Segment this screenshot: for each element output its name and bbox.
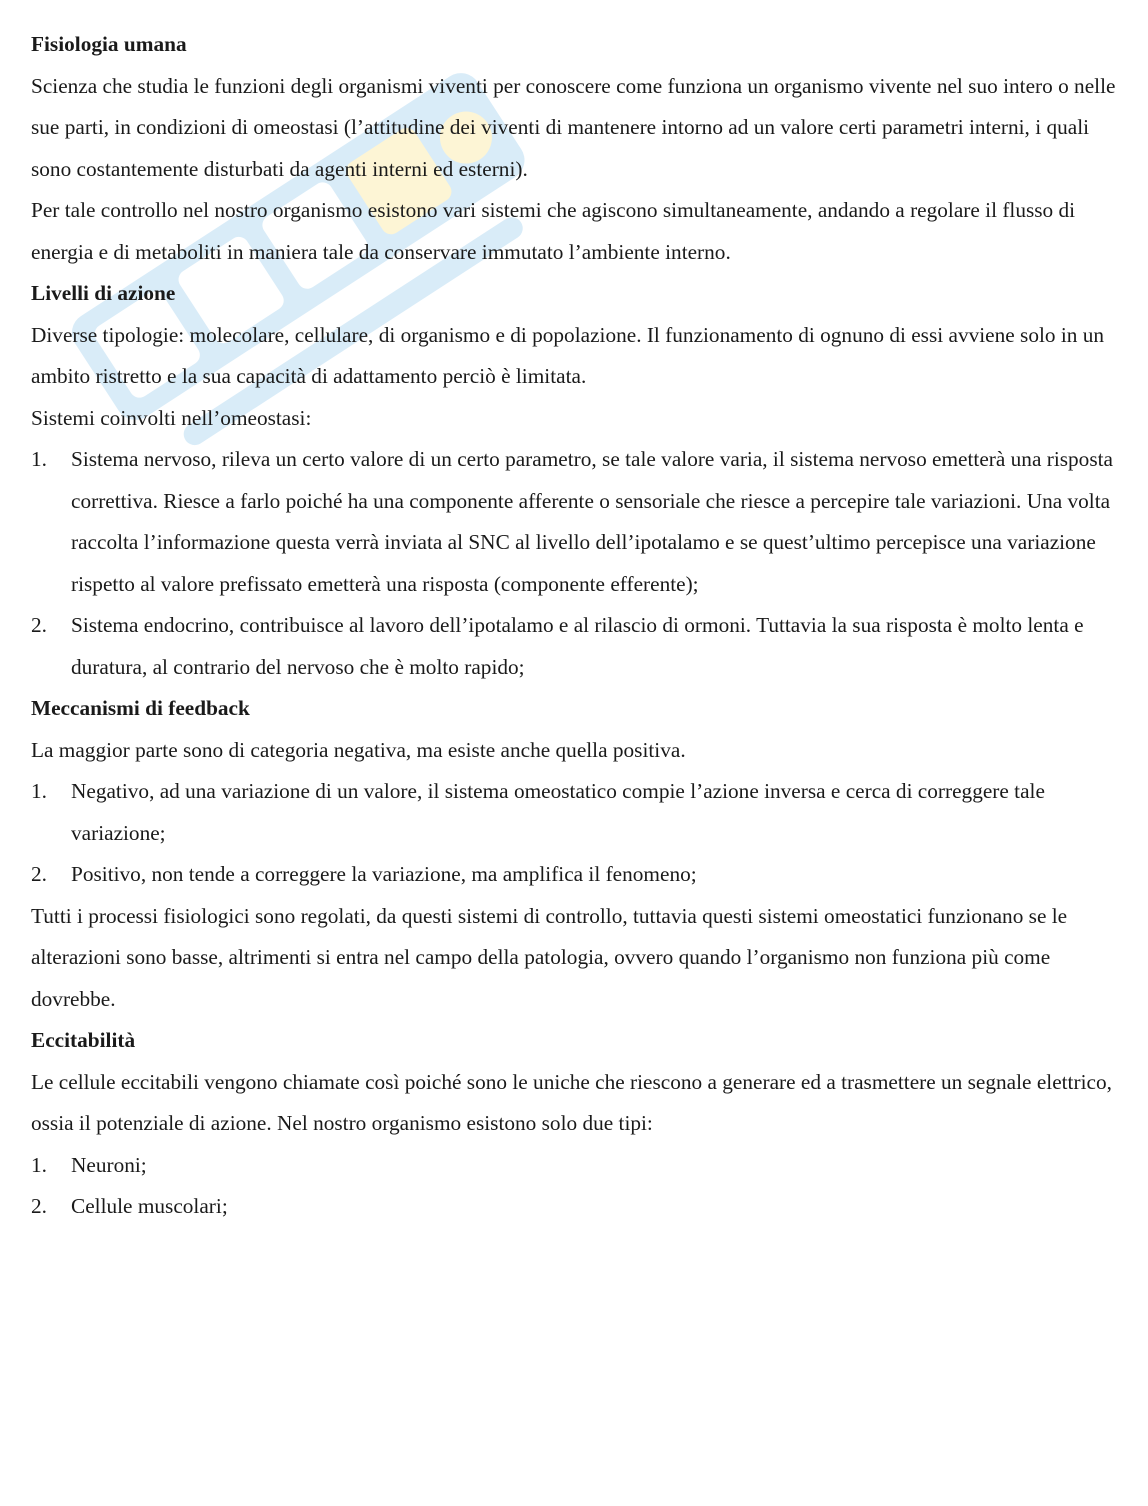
list-item bbox=[31, 605, 1121, 688]
list-item-text: Negativo, ad una variazione di un valore, il sistema omeostatico compie l’azione inversa e cerca di correggere tale variazione; bbox=[71, 779, 1045, 845]
list-number: 2. bbox=[31, 862, 47, 886]
list-item-text: Cellule muscolari; bbox=[71, 1194, 228, 1218]
list-item-text: Neuroni; bbox=[71, 1152, 147, 1177]
heading-meccanismi-di-feedback: Meccanismi di feedback bbox=[31, 696, 250, 720]
document-page bbox=[31, 24, 1121, 1228]
paragraph-control: Per tale controllo nel nostro organismo esistono vari sistemi che agiscono simultaneamente, andando a regolare il flusso di energia e di metaboliti in maniera tale da conservare immutato l’ambiente interno. bbox=[31, 198, 1076, 264]
list-number: 2. bbox=[31, 613, 47, 637]
list-item bbox=[31, 771, 1121, 854]
paragraph-definition: Scienza che studia le funzioni degli organismi viventi per conoscere come funziona un organismo vivente nel suo intero o nelle sue parti, in condizioni di omeostasi (l’attitudine dei viventi di mantenere intorno ad un valore certi parametri interni, i quali sono costantemente disturbati da agenti interni ed esterni). bbox=[31, 73, 1116, 181]
feedback-list bbox=[31, 771, 1121, 896]
list-item-text: Sistema endocrino, contribuisce al lavoro dell’ipotalamo e al rilascio di ormoni. Tuttavia la sua risposta è molto lenta e duratura, al contrario del nervoso che è molto rapido; bbox=[71, 613, 1084, 679]
heading-eccitabilita: Eccitabilità bbox=[31, 1028, 136, 1052]
list-item-text: Sistema nervoso, rileva un certo valore di un certo parametro, se tale valore varia, il sistema nervoso emetterà una risposta correttiva. Riesce a farlo poiché ha una componente afferente o sensoriale che riesce a percepire tale variazioni. Una volta raccolta l’informazione questa verrà inviata al SNC al livello dell’ipotalamo e se quest’ultimo percepisce una variazione rispetto al valore prefissato emetterà una risposta (componente efferente); bbox=[71, 447, 1113, 596]
list-number: 1. bbox=[31, 779, 47, 803]
paragraph-systems-intro: Sistemi coinvolti nell’omeostasi: bbox=[31, 405, 312, 430]
list-item bbox=[31, 439, 1121, 605]
excitable-cells-list bbox=[31, 1145, 1121, 1228]
paragraph-levels: Diverse tipologie: molecolare, cellulare, di organismo e di popolazione. Il funzionamento di ognuno di essi avviene solo in un ambito ristretto e la sua capacità di adattamento perciò è limitata. bbox=[31, 322, 1105, 388]
paragraph-excitable-cells: Le cellule eccitabili vengono chiamate così poiché sono le uniche che riescono a generare ed a trasmettere un segnale elettrico, ossia il potenziale di azione. Nel nostro organismo esistono solo due tipi: bbox=[31, 1069, 1112, 1135]
list-item bbox=[31, 854, 1121, 896]
list-number: 2. bbox=[31, 1194, 47, 1218]
list-item bbox=[31, 1145, 1121, 1187]
systems-list bbox=[31, 439, 1121, 688]
paragraph-feedback-intro: La maggior parte sono di categoria negativa, ma esiste anche quella positiva. bbox=[31, 737, 686, 762]
list-item-text: Positivo, non tende a correggere la variazione, ma amplifica il fenomeno; bbox=[71, 862, 697, 886]
list-item bbox=[31, 1186, 1121, 1228]
list-number: 1. bbox=[31, 447, 47, 471]
heading-fisiologia-umana: Fisiologia umana bbox=[31, 32, 187, 56]
heading-livelli-di-azione: Livelli di azione bbox=[31, 281, 176, 305]
list-number: 1. bbox=[31, 1152, 47, 1177]
paragraph-feedback-summary: Tutti i processi fisiologici sono regolati, da questi sistemi di controllo, tuttavia questi sistemi omeostatici funzionano se le alterazioni sono basse, altrimenti si entra nel campo della patologia, ovvero quando l’organismo non funziona più come dovrebbe. bbox=[31, 903, 1068, 1011]
